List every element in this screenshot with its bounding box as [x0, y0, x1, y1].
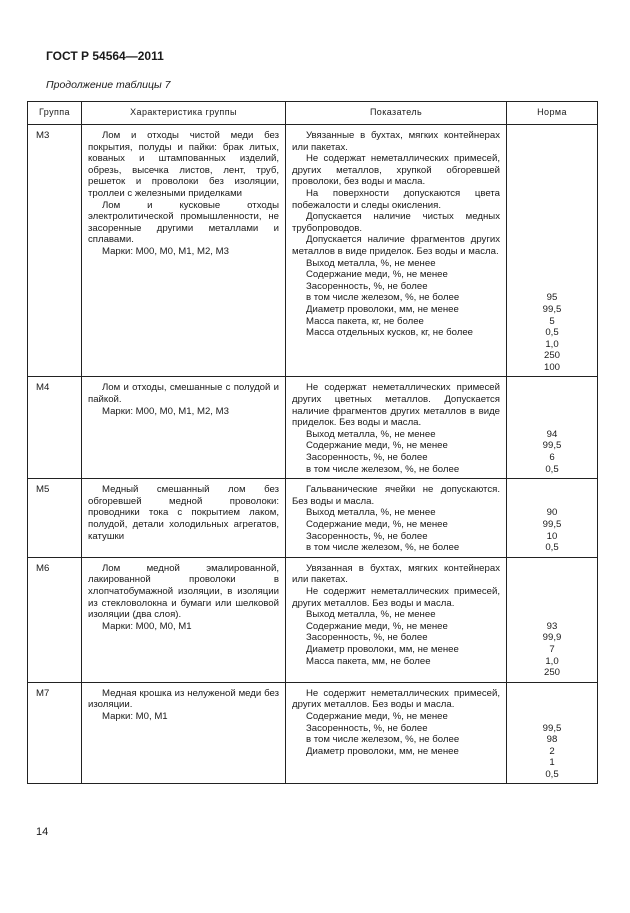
column-header-norm: Норма	[507, 102, 598, 125]
group-indicators	[286, 377, 507, 479]
norm-spacer	[509, 246, 595, 258]
norm-spacer	[509, 586, 595, 598]
norm-value: 0,5	[545, 542, 559, 554]
characteristic-paragraph: Лом и отходы чистой меди без покрытия, полуды и пайки: брак литых, кованых и штампованных изделий, обрезь, высечка листов, лент, труб, решеток и проволоки без изоляции, троллеи с железными приделками	[88, 130, 279, 199]
group-norms	[507, 682, 598, 784]
indicator-line: Содержание меди, %, не менее	[306, 710, 448, 722]
group-code: М4	[28, 377, 82, 479]
norm-spacer	[509, 484, 595, 496]
indicator-line: Выход металла, %, не менее	[306, 257, 436, 269]
indicator-line: Засоренность, %, не более	[306, 722, 428, 734]
characteristic-paragraph: Марки: М0, М1	[102, 710, 168, 722]
indicator-line: Диаметр проволоки, мм, не менее	[306, 303, 459, 315]
norm-value: 7	[549, 643, 555, 655]
characteristic-paragraph: Марки: М00, М0, М1, М2, М3	[102, 405, 229, 417]
indicator-line: Масса пакета, мм, не более	[306, 655, 431, 667]
indicator-line: Засоренность, %, не более	[306, 280, 428, 292]
norm-spacer	[509, 165, 595, 177]
indicator-line: Не содержит неметаллических примесей, других металлов. Без воды и масла.	[292, 585, 500, 609]
norm-spacer	[509, 394, 595, 406]
group-code: М7	[28, 682, 82, 784]
table-continuation-caption: Продолжение таблицы 7	[46, 79, 171, 91]
norm-value: 250	[543, 350, 560, 362]
indicator-line: Содержание меди, %, не менее	[306, 519, 448, 530]
indicator-line: Увязанная в бухтах, мягких контейнерах или пакетах.	[292, 562, 500, 586]
indicator-line: Содержание меди, %, не менее	[306, 620, 448, 632]
norm-spacer	[509, 142, 595, 154]
indicator-line: Засоренность, %, не более	[306, 452, 428, 464]
indicator-line: Допускается наличие чистых медных трубопроводов.	[292, 211, 500, 234]
norm-spacer	[509, 496, 595, 508]
group-norms	[507, 479, 598, 558]
norm-spacer	[509, 223, 595, 235]
column-header-indicator: Показатель	[286, 102, 507, 125]
norm-spacer	[509, 130, 595, 142]
indicator-line: Диаметр проволоки, мм, не менее	[306, 745, 459, 757]
indicator-line: Увязанные в бухтах, мягких контейнерах или пакетах.	[292, 130, 500, 153]
characteristic-paragraph: Марки: М00, М0, М1, М2, М3	[102, 245, 229, 257]
norm-spacer	[509, 417, 595, 429]
norm-value: 99,5	[542, 303, 562, 315]
table-row	[28, 682, 598, 784]
indicator-line: Засоренность, %, не более	[306, 530, 428, 542]
requirements-table	[27, 101, 598, 784]
document-id: ГОСТ Р 54564—2011	[46, 49, 164, 63]
norm-value: 5	[549, 315, 555, 327]
group-characteristic	[82, 557, 286, 682]
characteristic-paragraph: Лом медной эмалированной, лакированной проволоки в хлопчатобумажной изоляции, в изоляции из стекловолокна и бумаги или шелковой изоляции (два слоя).	[88, 562, 279, 621]
norm-value: 100	[543, 361, 560, 373]
norm-value: 2	[549, 745, 555, 757]
norm-spacer	[509, 188, 595, 200]
norm-value: 99,5	[542, 722, 562, 734]
norm-spacer	[509, 153, 595, 165]
norm-spacer	[509, 281, 595, 293]
norm-spacer	[509, 563, 595, 575]
norm-spacer	[509, 574, 595, 586]
indicator-line: Диаметр проволоки, мм, не менее	[306, 643, 459, 655]
norm-value: 99,9	[542, 632, 562, 644]
table-row	[28, 557, 598, 682]
characteristic-paragraph: Медная крошка из нелуженой меди без изоляции.	[88, 687, 279, 711]
norm-spacer	[509, 688, 595, 700]
norm-spacer	[509, 258, 595, 270]
indicator-line: Засоренность, %, не более	[306, 632, 428, 644]
group-norms	[507, 377, 598, 479]
indicator-line: На поверхности допускаются цвета побежалости и следы окисления.	[292, 187, 500, 211]
indicator-line: Масса пакета, кг, не более	[306, 315, 424, 327]
norm-value: 6	[549, 452, 555, 464]
norm-spacer	[509, 176, 595, 188]
table-row	[28, 479, 598, 558]
norm-spacer	[509, 699, 595, 711]
norm-spacer	[509, 269, 595, 281]
group-code: М6	[28, 557, 82, 682]
characteristic-paragraph: Медный смешанный лом без обгоревшей медной проволоки: проводники тока с покрытием лаком, полудой, детали холодильных агрегатов, катушки	[88, 484, 279, 542]
norm-value: 1	[549, 757, 555, 769]
norm-spacer	[509, 200, 595, 212]
table-row	[28, 377, 598, 479]
column-header-group: Группа	[28, 102, 82, 125]
group-norms	[507, 125, 598, 377]
indicator-line: Гальванические ячейки не допускаются. Без воды и масла.	[292, 484, 500, 507]
norm-value: 99,5	[542, 519, 562, 530]
indicator-line: Масса отдельных кусков, кг, не более	[306, 327, 473, 339]
norm-value: 99,5	[542, 440, 562, 452]
indicator-line: Выход металла, %, не менее	[306, 507, 436, 519]
indicator-line: в том числе железом, %, не более	[306, 292, 460, 304]
norm-value: 10	[546, 530, 558, 542]
indicator-line: в том числе железом, %, не более	[306, 734, 460, 746]
table-header-row	[28, 102, 598, 125]
indicator-line: Не содержит неметаллических примесей, других металлов. Без воды и масла.	[292, 687, 500, 711]
indicator-line: Не содержат неметаллических примесей других цветных металлов. Допускается наличие фрагментов других металлов в виде приделок. Без воды и масла.	[292, 382, 500, 429]
group-norms	[507, 557, 598, 682]
norm-spacer	[509, 609, 595, 621]
group-characteristic	[82, 479, 286, 558]
indicator-line: Выход металла, %, не менее	[306, 609, 436, 621]
norm-spacer	[509, 211, 595, 223]
norm-value: 0,5	[545, 327, 559, 339]
group-indicators	[286, 682, 507, 784]
norm-value: 250	[543, 667, 560, 679]
group-code: М3	[28, 125, 82, 377]
norm-spacer	[509, 598, 595, 610]
norm-value: 98	[546, 734, 558, 746]
characteristic-paragraph: Лом и отходы, смешанные с полудой и пайкой.	[88, 382, 279, 406]
norm-spacer	[509, 711, 595, 723]
norm-value: 0,5	[545, 463, 559, 475]
group-code: М5	[28, 479, 82, 558]
indicator-line: в том числе железом, %, не более	[306, 542, 460, 554]
norm-spacer	[509, 382, 595, 394]
norm-spacer	[509, 234, 595, 246]
norm-value: 95	[546, 292, 558, 304]
indicator-line: Допускается наличие фрагментов других металлов в виде приделок. Без воды и масла.	[292, 234, 500, 257]
indicator-line: Содержание меди, %, не менее	[306, 269, 448, 281]
group-characteristic	[82, 682, 286, 784]
indicator-line: Выход металла, %, не менее	[306, 428, 436, 440]
group-indicators	[286, 125, 507, 377]
group-characteristic	[82, 377, 286, 479]
norm-value: 1,0	[545, 338, 559, 350]
norm-value: 93	[546, 620, 558, 632]
norm-spacer	[509, 406, 595, 418]
indicator-line: Не содержат неметаллических примесей, других металлов, хрупкой обгоревшей проволоки, без воды и масла.	[292, 153, 500, 188]
group-indicators	[286, 557, 507, 682]
indicator-line: Содержание меди, %, не менее	[306, 440, 448, 452]
table-row	[28, 125, 598, 377]
norm-value: 94	[546, 428, 558, 440]
characteristic-paragraph: Марки: М00, М0, М1	[102, 620, 192, 632]
group-indicators	[286, 479, 507, 558]
characteristic-paragraph: Лом и кусковые отходы электролитической промышленности, не засоренные другими металлами и сплавами.	[88, 199, 279, 246]
norm-value: 1,0	[545, 655, 559, 667]
group-characteristic	[82, 125, 286, 377]
norm-value: 90	[546, 507, 558, 519]
page-number: 14	[36, 826, 49, 838]
table-body	[28, 125, 598, 784]
column-header-characteristic: Характеристика группы	[82, 102, 286, 125]
norm-value: 0,5	[545, 768, 559, 780]
indicator-line: в том числе железом, %, не более	[306, 463, 460, 475]
